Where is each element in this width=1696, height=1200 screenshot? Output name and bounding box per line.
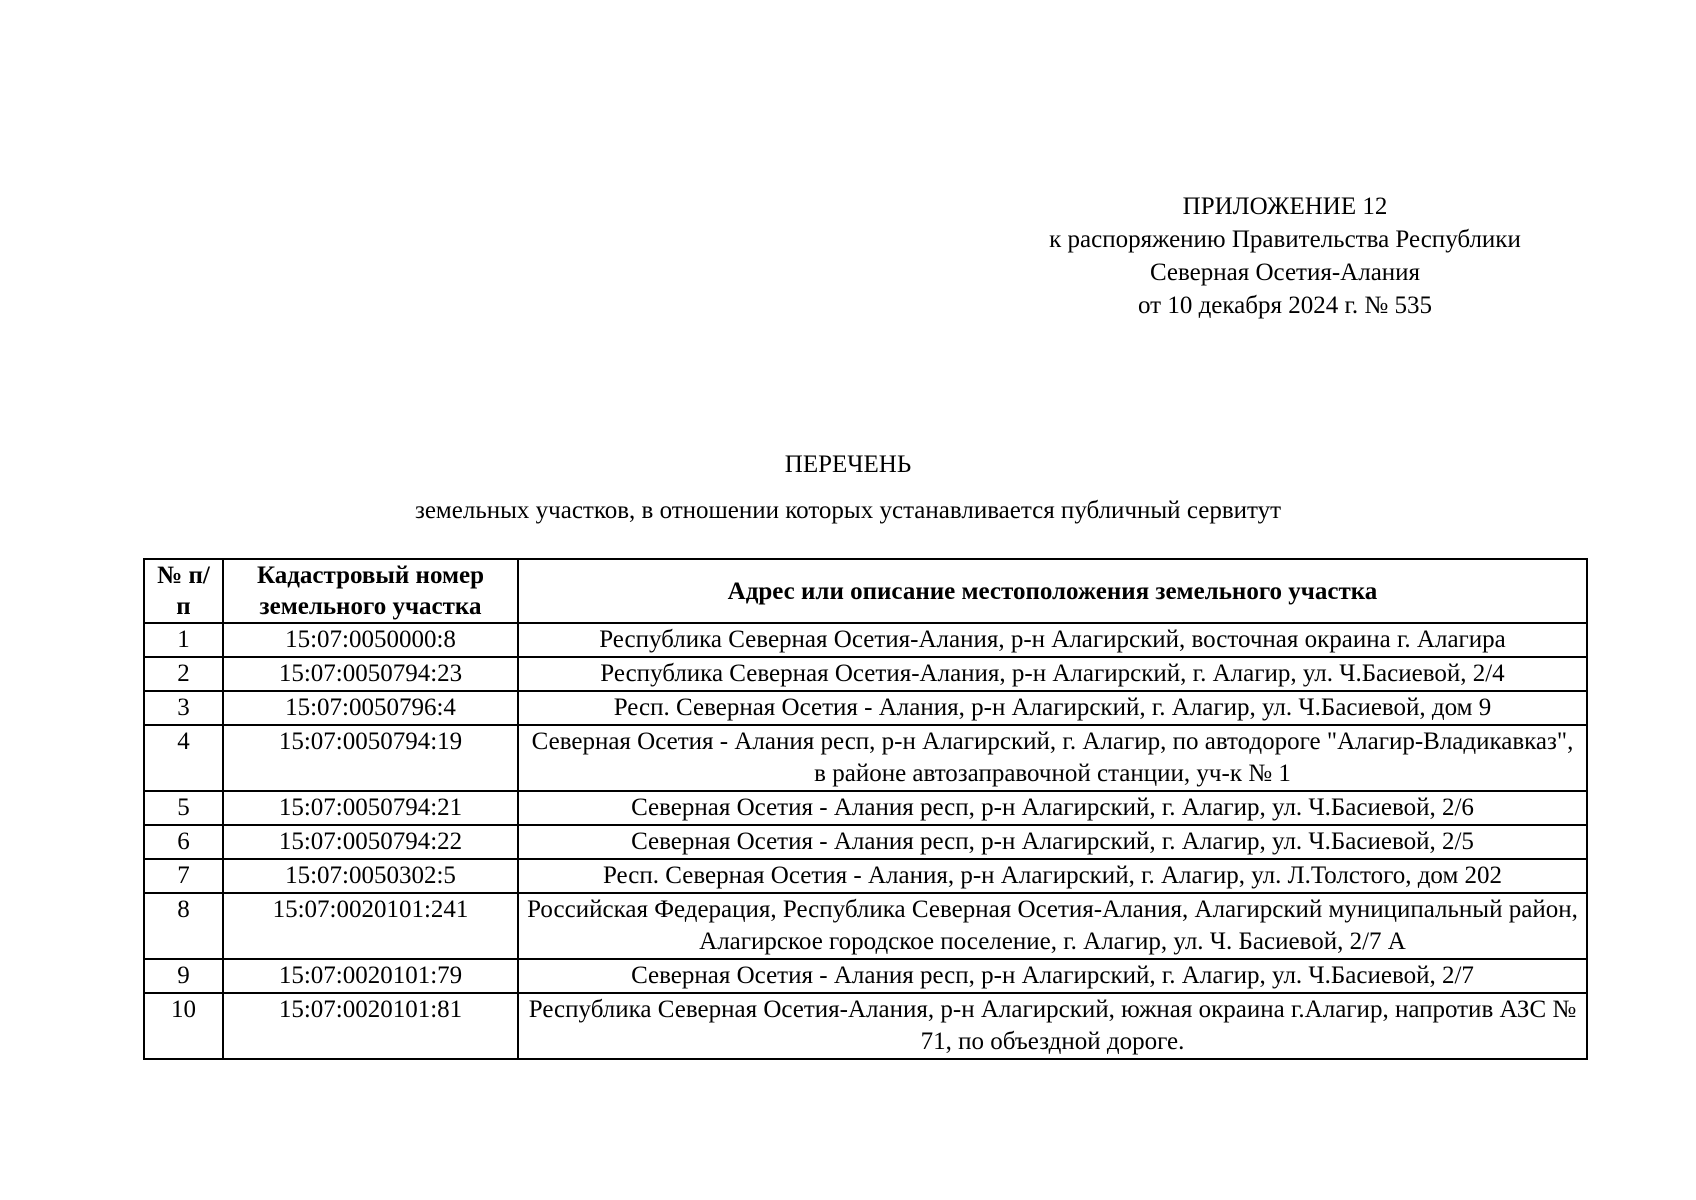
row-address: Северная Осетия - Алания респ, р-н Алагирский, г. Алагир, по автодороге "Алагир-Владикавказ", в районе автозаправочной станции, уч-к № 1 bbox=[518, 725, 1587, 791]
land-parcels-table bbox=[143, 558, 1588, 1060]
header-address: Адрес или описание местоположения земельного участка bbox=[518, 559, 1587, 623]
row-address: Северная Осетия - Алания респ, р-н Алагирский, г. Алагир, ул. Ч.Басиевой, 2/5 bbox=[518, 825, 1587, 859]
appendix-date: от 10 декабря 2024 г. № 535 bbox=[1137, 292, 1433, 319]
row-address: Республика Северная Осетия-Алания, р-н Алагирский, восточная окраина г. Алагира bbox=[518, 623, 1587, 657]
table-row bbox=[144, 623, 1587, 657]
row-cadastral-number: 15:07:0020101:79 bbox=[223, 959, 518, 993]
row-cadastral-number: 15:07:0050796:4 bbox=[223, 691, 518, 725]
row-cadastral-number: 15:07:0050794:19 bbox=[223, 725, 518, 791]
row-cadastral-number: 15:07:0020101:241 bbox=[223, 893, 518, 959]
row-address: Респ. Северная Осетия - Алания, р-н Алагирский, г. Алагир, ул. Л.Толстого, дом 202 bbox=[518, 859, 1587, 893]
row-number: 2 bbox=[144, 657, 223, 691]
table-row bbox=[144, 859, 1587, 893]
row-address: Республика Северная Осетия-Алания, р-н Алагирский, южная окраина г.Алагир, напротив АЗС № 71, по объездной дороге. bbox=[518, 993, 1587, 1059]
row-number: 1 bbox=[144, 623, 223, 657]
row-number: 4 bbox=[144, 725, 223, 791]
row-address: Респ. Северная Осетия - Алания, р-н Алагирский, г. Алагир, ул. Ч.Басиевой, дом 9 bbox=[518, 691, 1587, 725]
table-row bbox=[144, 791, 1587, 825]
table-row bbox=[144, 825, 1587, 859]
table-header-row bbox=[144, 559, 1587, 623]
row-address: Северная Осетия - Алания респ, р-н Алагирский, г. Алагир, ул. Ч.Басиевой, 2/6 bbox=[518, 791, 1587, 825]
table-row bbox=[144, 959, 1587, 993]
document-title: ПЕРЕЧЕНЬ bbox=[784, 451, 912, 478]
row-number: 10 bbox=[144, 993, 223, 1059]
row-number: 5 bbox=[144, 791, 223, 825]
row-cadastral-number: 15:07:0050302:5 bbox=[223, 859, 518, 893]
row-cadastral-number: 15:07:0050794:22 bbox=[223, 825, 518, 859]
row-number: 6 bbox=[144, 825, 223, 859]
table-row bbox=[144, 657, 1587, 691]
row-number: 3 bbox=[144, 691, 223, 725]
table-row bbox=[144, 893, 1587, 959]
row-cadastral-number: 15:07:0050794:21 bbox=[223, 791, 518, 825]
appendix-block bbox=[960, 190, 1610, 322]
header-number: № п/п bbox=[144, 559, 223, 623]
appendix-region: Северная Осетия-Алания bbox=[1149, 259, 1421, 286]
row-number: 9 bbox=[144, 959, 223, 993]
row-number: 7 bbox=[144, 859, 223, 893]
appendix-reference: к распоряжению Правительства Республики bbox=[1049, 226, 1521, 253]
row-cadastral-number: 15:07:0020101:81 bbox=[223, 993, 518, 1059]
table-row bbox=[144, 993, 1587, 1059]
row-address: Российская Федерация, Республика Северная Осетия-Алания, Алагирский муниципальный район, Алагирское городское поселение, г. Алагир, ул. Ч. Басиевой, 2/7 А bbox=[518, 893, 1587, 959]
row-address: Республика Северная Осетия-Алания, р-н Алагирский, г. Алагир, ул. Ч.Басиевой, 2/4 bbox=[518, 657, 1587, 691]
header-cadastral-number: Кадастровый номер земельного участка bbox=[223, 559, 518, 623]
row-number: 8 bbox=[144, 893, 223, 959]
appendix-number: ПРИЛОЖЕНИЕ 12 bbox=[1182, 193, 1388, 220]
row-address: Северная Осетия - Алания респ, р-н Алагирский, г. Алагир, ул. Ч.Басиевой, 2/7 bbox=[518, 959, 1587, 993]
row-cadastral-number: 15:07:0050000:8 bbox=[223, 623, 518, 657]
document-subtitle: земельных участков, в отношении которых устанавливается публичный сервитут bbox=[414, 497, 1282, 524]
row-cadastral-number: 15:07:0050794:23 bbox=[223, 657, 518, 691]
table-row bbox=[144, 691, 1587, 725]
table-row bbox=[144, 725, 1587, 791]
